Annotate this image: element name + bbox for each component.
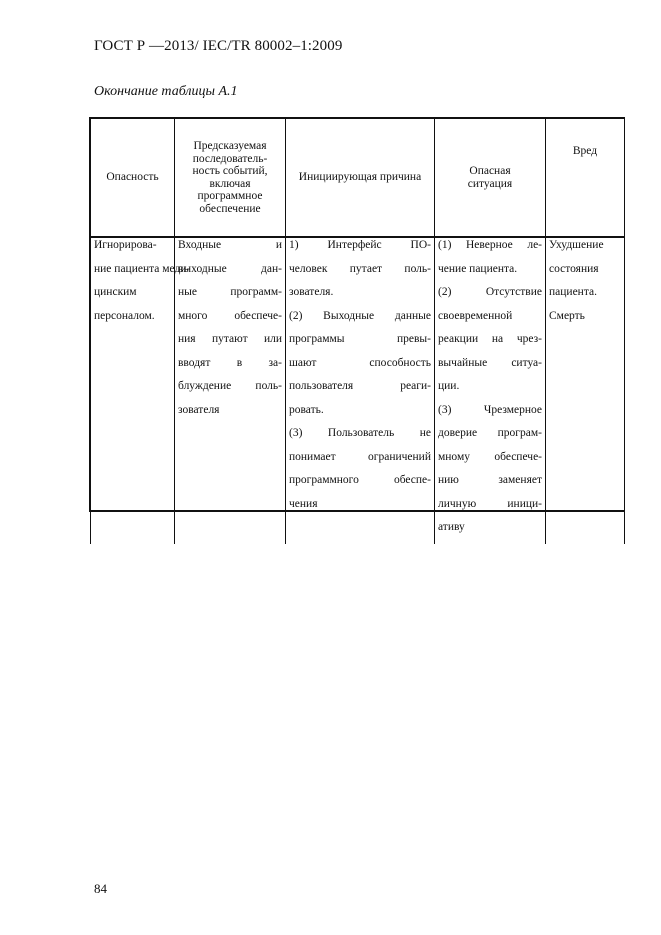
column-header-hazard-label: Опасность [106, 171, 159, 184]
cell-line: пациента. [549, 286, 597, 298]
cell-line: (3) Чрезмерное [438, 403, 542, 416]
cell-line: программы превы- [289, 333, 431, 345]
cell-line: Входные и [178, 239, 282, 251]
column-header-sequence-line: последователь- [192, 152, 268, 165]
table-caption: Окончание таблицы А.1 [94, 84, 238, 99]
cell-line: личную иници- [438, 497, 542, 510]
cell-line: состояния [549, 262, 599, 275]
cell-line: (2) Отсутствие [438, 286, 542, 298]
column-header-sequence [175, 119, 286, 237]
cell-line: ативу [438, 521, 465, 533]
cell-line: Смерть [549, 309, 585, 322]
column-header-sequence-line: Предсказуемая [193, 140, 267, 152]
cell-line: (3) Пользователь не [289, 427, 431, 439]
cell-cause [286, 237, 435, 544]
cell-line: реакции на чрез- [438, 333, 542, 345]
cell-line: вводят в за- [178, 356, 282, 369]
hazard-table-frame [89, 117, 625, 533]
cell-line: своевременной [438, 309, 513, 322]
cell-line: Игнорирова- [94, 239, 157, 251]
cell-line: чения [289, 497, 318, 510]
column-header-sequence-line: ность событий, [192, 165, 268, 177]
cell-line: много обеспече- [178, 309, 282, 322]
column-header-harm-label: Вред [572, 145, 598, 157]
cell-line: 1) Интерфейс ПО- [289, 239, 431, 251]
column-header-sequence-line: обеспечение [199, 202, 261, 215]
cell-line: Ухудшение [549, 239, 604, 251]
cell-line: человек путает поль- [289, 262, 431, 275]
running-header: ГОСТ Р —2013/ IEC/TR 80002–1:2009 [94, 38, 343, 54]
cell-line: (2) Выходные данные [289, 309, 431, 322]
cell-line: нию заменяет [438, 474, 542, 486]
cell-line: цинским [94, 286, 137, 298]
hazard-table [90, 119, 625, 544]
cell-line: ные программ- [178, 286, 282, 298]
cell-line: доверие програм- [438, 427, 542, 439]
cell-line: понимает ограничений [289, 450, 431, 463]
cell-line: (1) Неверное ле- [438, 239, 542, 251]
cell-line: персоналом. [94, 309, 155, 322]
column-header-situation [435, 119, 546, 237]
cell-sequence [175, 237, 286, 544]
cell-line: мному обеспече- [438, 450, 542, 463]
cell-line: выходные дан- [178, 262, 282, 275]
column-header-situation-line: ситуация [467, 177, 513, 190]
cell-line: пользователя реаги- [289, 380, 431, 392]
cell-harm [546, 237, 625, 544]
column-header-harm [546, 119, 625, 237]
cell-situation [435, 237, 546, 544]
cell-line: блуждение поль- [178, 380, 282, 392]
column-header-hazard [91, 119, 175, 237]
table-header-row [91, 119, 625, 237]
cell-line: ние пациента меди- [94, 262, 191, 275]
cell-line: шают способность [289, 356, 431, 369]
column-header-sequence-line: включая [209, 177, 251, 190]
cell-line: вычайные ситуа- [438, 356, 542, 369]
column-header-cause-label: Инициирующая причина [298, 171, 422, 184]
column-header-sequence-line: программное [197, 190, 263, 202]
cell-line: зователя [178, 403, 220, 416]
cell-line: ровать. [289, 403, 324, 416]
column-header-cause [286, 119, 435, 237]
cell-line: чение пациента. [438, 262, 518, 275]
cell-hazard [91, 237, 191, 544]
column-header-situation-line: Опасная [469, 165, 511, 177]
page-number: 84 [94, 881, 107, 896]
cell-line: ния путают или [178, 333, 282, 345]
cell-line: ции. [438, 380, 460, 392]
cell-line: программного обеспе- [289, 474, 431, 486]
cell-line: зователя. [289, 286, 334, 298]
table-row [91, 237, 625, 544]
